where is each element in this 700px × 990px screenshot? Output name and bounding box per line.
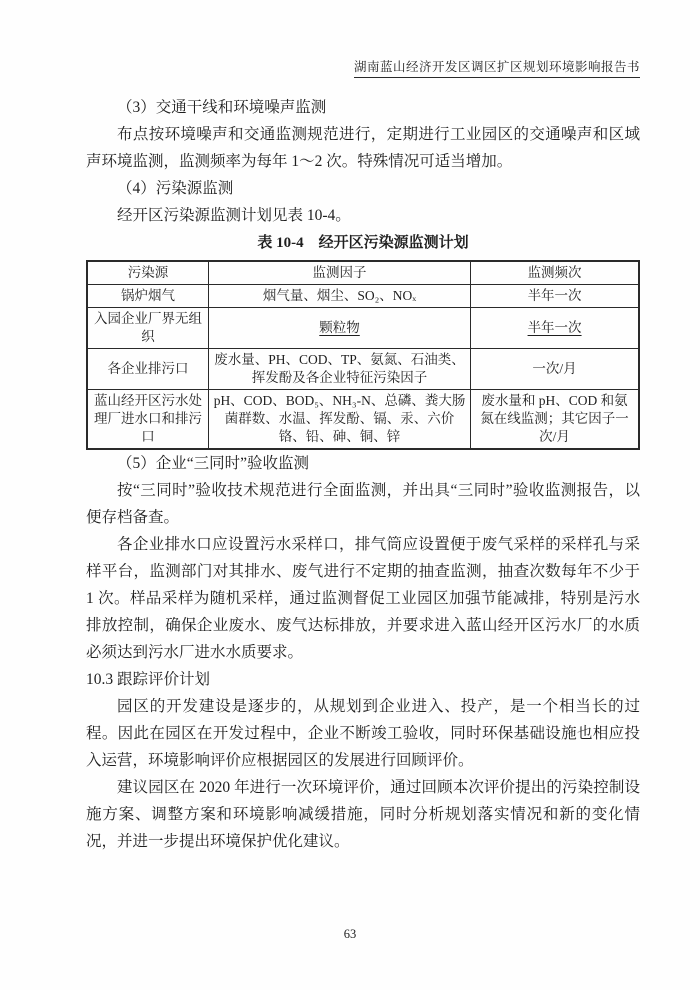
section-4-heading: （4）污染源监测	[117, 180, 234, 197]
cell-factors	[208, 308, 470, 349]
cell-frequency	[471, 349, 639, 390]
section-3-heading: （3）交通干线和环境噪声监测	[117, 99, 327, 116]
section-5-heading: （5）企业“三同时”验收监测	[117, 455, 310, 472]
cell-frequency-text: 半年一次	[527, 288, 582, 303]
cell-source	[87, 390, 208, 450]
table-row	[87, 308, 639, 349]
page-header	[0, 0, 640, 78]
cell-frequency	[471, 285, 639, 308]
cell-frequency-text: 废水量和 pH、COD 和氨氮在线监测；其它因子一次/月	[480, 393, 629, 444]
section-3-paragraph: 布点按环境噪声和交通监测规范进行，定期进行工业园区的交通噪声和区域声环境监测，监测频率为每年 1～2 次。特殊情况可适当增加。	[86, 126, 640, 170]
table-body	[87, 285, 639, 450]
section-10-3-paragraph-1: 园区的开发建设是逐步的，从规划到企业进入、投产，是一个相当长的过程。因此在园区在开发过程中，企业不断竣工验收，同时环保基础设施也相应投入运营，环境影响评价应根据园区的发展进行回顾评价。	[86, 698, 640, 769]
cell-source	[87, 349, 208, 390]
cell-frequency	[471, 308, 639, 349]
cell-factors	[208, 390, 470, 450]
page-number: 63	[343, 927, 357, 941]
table-row	[87, 285, 639, 308]
pollution-monitoring-table	[86, 260, 640, 450]
column-header: 污染源	[87, 261, 208, 285]
page-content	[86, 94, 640, 855]
section-10-3-paragraph-2: 建议园区在 2020 年进行一次环境评价，通过回顾本次评价提出的污染控制设施方案、调整方案和环境影响减缓措施，同时分析规划落实情况和新的变化情况，并进一步提出环境保护优化建议。	[86, 779, 640, 850]
cell-frequency-text: 一次/月	[532, 361, 577, 376]
page-footer	[0, 927, 700, 942]
cell-source-text: 锅炉烟气	[120, 288, 175, 303]
cell-source	[87, 285, 208, 308]
column-header: 监测频次	[471, 261, 639, 285]
table-caption: 表 10-4 经开区污染源监测计划	[257, 235, 469, 251]
section-4-paragraph: 经开区污染源监测计划见表 10-4。	[117, 207, 351, 224]
table-header-row	[87, 261, 639, 285]
section-10-3-heading: 10.3 跟踪评价计划	[86, 671, 211, 688]
cell-source	[87, 308, 208, 349]
cell-source-text: 入园企业厂界无组织	[93, 311, 202, 344]
cell-factors	[208, 285, 470, 308]
table-row	[87, 349, 639, 390]
header-title: 湖南蓝山经济开发区调区扩区规划环境影响报告书	[354, 57, 640, 78]
cell-factors-text: pH、COD、BOD₅、NH₃-N、总磷、粪大肠菌群数、水温、挥发酚、镉、汞、六价铬、铅、砷、铜、锌	[213, 393, 466, 444]
column-header: 监测因子	[208, 261, 470, 285]
cell-frequency-text: 半年一次	[527, 320, 582, 335]
section-5-paragraph-2: 各企业排水口应设置污水采样口，排气筒应设置便于废气采样的采样孔与采样平台，监测部门对其排水、废气进行不定期的抽查监测，抽查次数每年不少于 1 次。样品采样为随机采样，通过监测督促工业园区加强节能减排，特别是污水排放控制，确保企业废水、废气达标排放，并要求进入蓝山经开区污水厂的水质必须达到污水厂进水水质要求。	[86, 536, 640, 661]
section-5-paragraph-1: 按“三同时”验收技术规范进行全面监测，并出具“三同时”验收监测报告，以便存档备查。	[86, 482, 640, 526]
cell-source-text: 蓝山经开区污水处理厂进水口和排污口	[93, 393, 202, 444]
cell-factors-text: 废水量、PH、COD、TP、氨氮、石油类、挥发酚及各企业特征污染因子	[214, 352, 465, 385]
cell-source-text: 各企业排污口	[107, 361, 189, 376]
cell-frequency	[471, 390, 639, 450]
cell-factors-text: 颗粒物	[319, 320, 360, 335]
cell-factors	[208, 349, 470, 390]
table-row	[87, 390, 639, 450]
cell-factors-text: 烟气量、烟尘、SO₂、NOₓ	[262, 288, 417, 303]
